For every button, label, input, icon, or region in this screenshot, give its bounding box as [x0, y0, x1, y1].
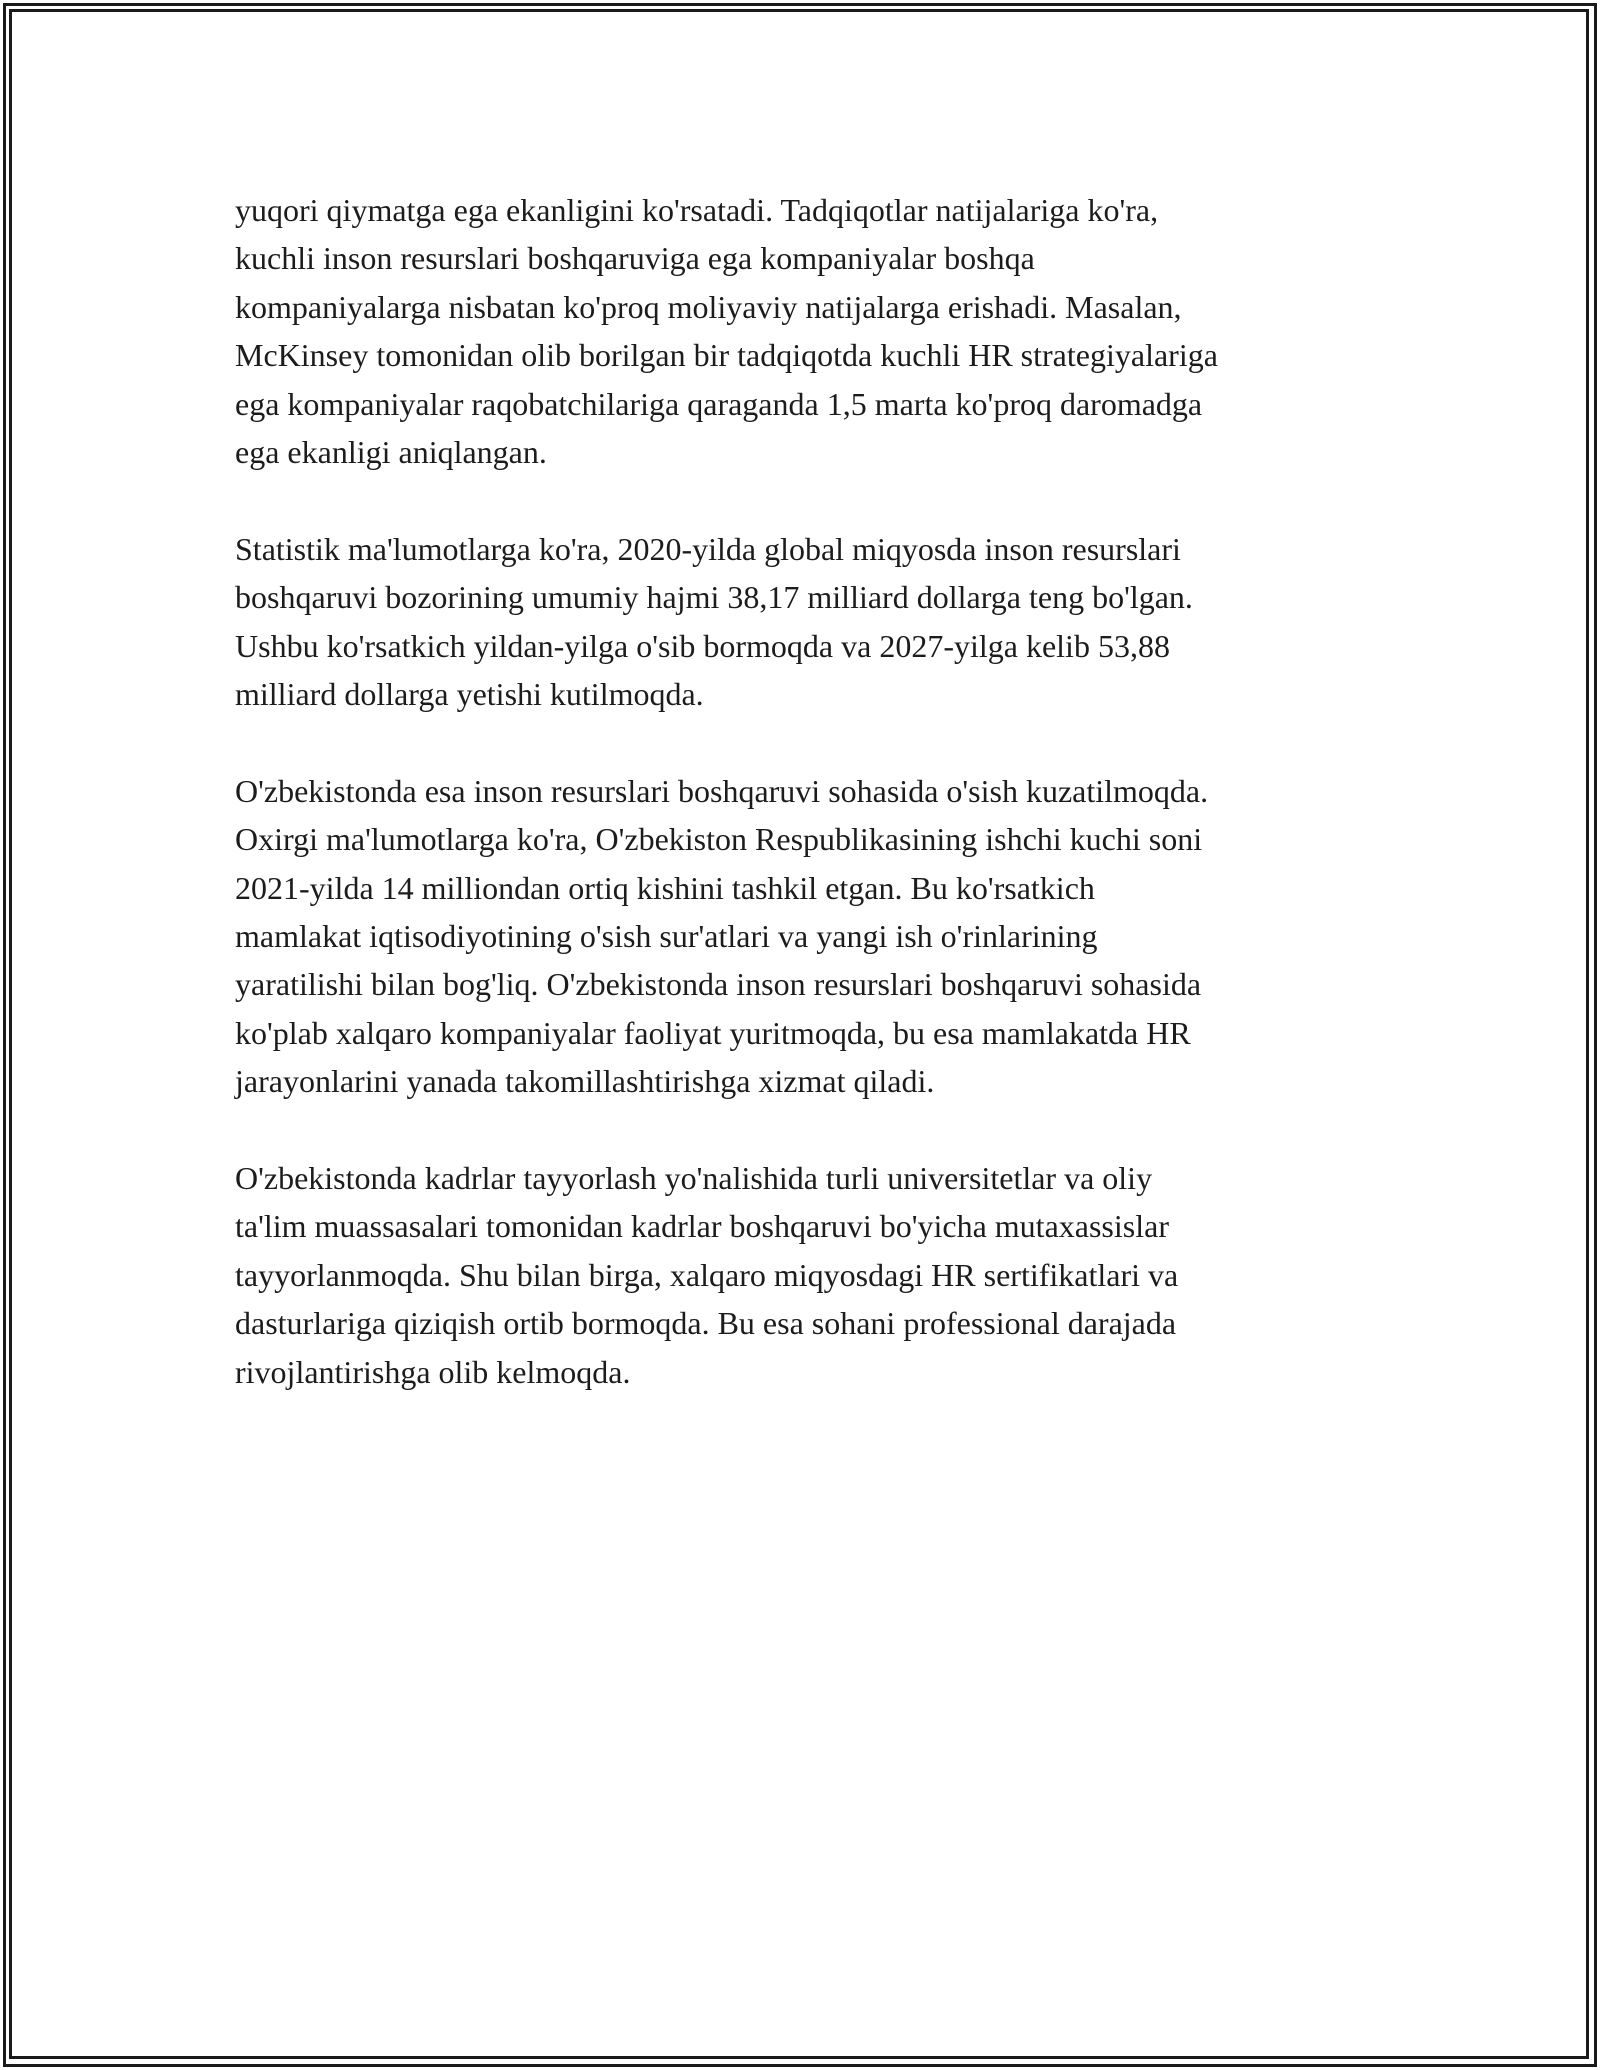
- text-line: jarayonlarini yanada takomillashtirishga xizmat qiladi.: [235, 1063, 935, 1100]
- paragraph-global-market-statistics: [235, 525, 1395, 719]
- text-line: McKinsey tomonidan olib borilgan bir tadqiqotda kuchli HR strategiyalariga: [235, 337, 1218, 374]
- paragraph-hr-value-research: [235, 186, 1395, 476]
- text-line: rivojlantirishga olib kelmoqda.: [235, 1353, 631, 1390]
- text-line: kuchli inson resurslari boshqaruviga ega kompaniyalar boshqa: [235, 240, 1035, 277]
- text-line: O'zbekistonda kadrlar tayyorlash yo'nalishida turli universitetlar va oliy: [235, 1160, 1153, 1197]
- text-line: tayyorlanmoqda. Shu bilan birga, xalqaro miqyosdagi HR sertifikatlari va: [235, 1256, 1179, 1293]
- text-line: dasturlariga qiziqish ortib bormoqda. Bu esa sohani professional darajada: [235, 1305, 1177, 1342]
- text-line: boshqaruvi bozorining umumiy hajmi 38,17 milliard dollarga teng bo'lgan.: [235, 579, 1193, 616]
- text-line: yaratilishi bilan bog'liq. O'zbekistonda inson resurslari boshqaruvi sohasida: [235, 966, 1202, 1003]
- text-line: ega ekanligi aniqlangan.: [235, 434, 547, 471]
- paragraph-personnel-training: [235, 1154, 1395, 1396]
- text-line: yuqori qiymatga ega ekanligini ko'rsatadi. Tadqiqotlar natijalariga ko'ra,: [235, 192, 1159, 228]
- text-line: Ushbu ko'rsatkich yildan-yilga o'sib bormoqda va 2027-yilga kelib 53,88: [235, 627, 1170, 664]
- text-line: ega kompaniyalar raqobatchilariga qaraganda 1,5 marta ko'proq daromadga: [235, 385, 1203, 422]
- text-line: O'zbekistonda esa inson resurslari boshqaruvi sohasida o'sish kuzatilmoqda.: [235, 772, 1209, 809]
- paragraph-uzbekistan-workforce: [235, 767, 1395, 1106]
- text-line: kompaniyalarga nisbatan ko'proq moliyaviy natijalarga erishadi. Masalan,: [235, 288, 1182, 325]
- text-line: Statistik ma'lumotlarga ko'ra, 2020-yilda global miqyosda inson resurslari: [235, 530, 1181, 567]
- text-line: mamlakat iqtisodiyotining o'sish sur'atlari va yangi ish o'rinlarining: [235, 918, 1098, 955]
- text-line: ta'lim muassasalari tomonidan kadrlar boshqaruvi bo'yicha mutaxassislar: [235, 1208, 1169, 1245]
- document-body: [235, 186, 1395, 1445]
- text-line: milliard dollarga yetishi kutilmoqda.: [235, 676, 704, 713]
- text-line: Oxirgi ma'lumotlarga ko'ra, O'zbekiston Respublikasining ishchi kuchi soni: [235, 821, 1203, 858]
- text-line: ko'plab xalqaro kompaniyalar faoliyat yuritmoqda, bu esa mamlakatda HR: [235, 1014, 1191, 1051]
- text-line: 2021-yilda 14 milliondan ortiq kishini tashkil etgan. Bu ko'rsatkich: [235, 869, 1095, 906]
